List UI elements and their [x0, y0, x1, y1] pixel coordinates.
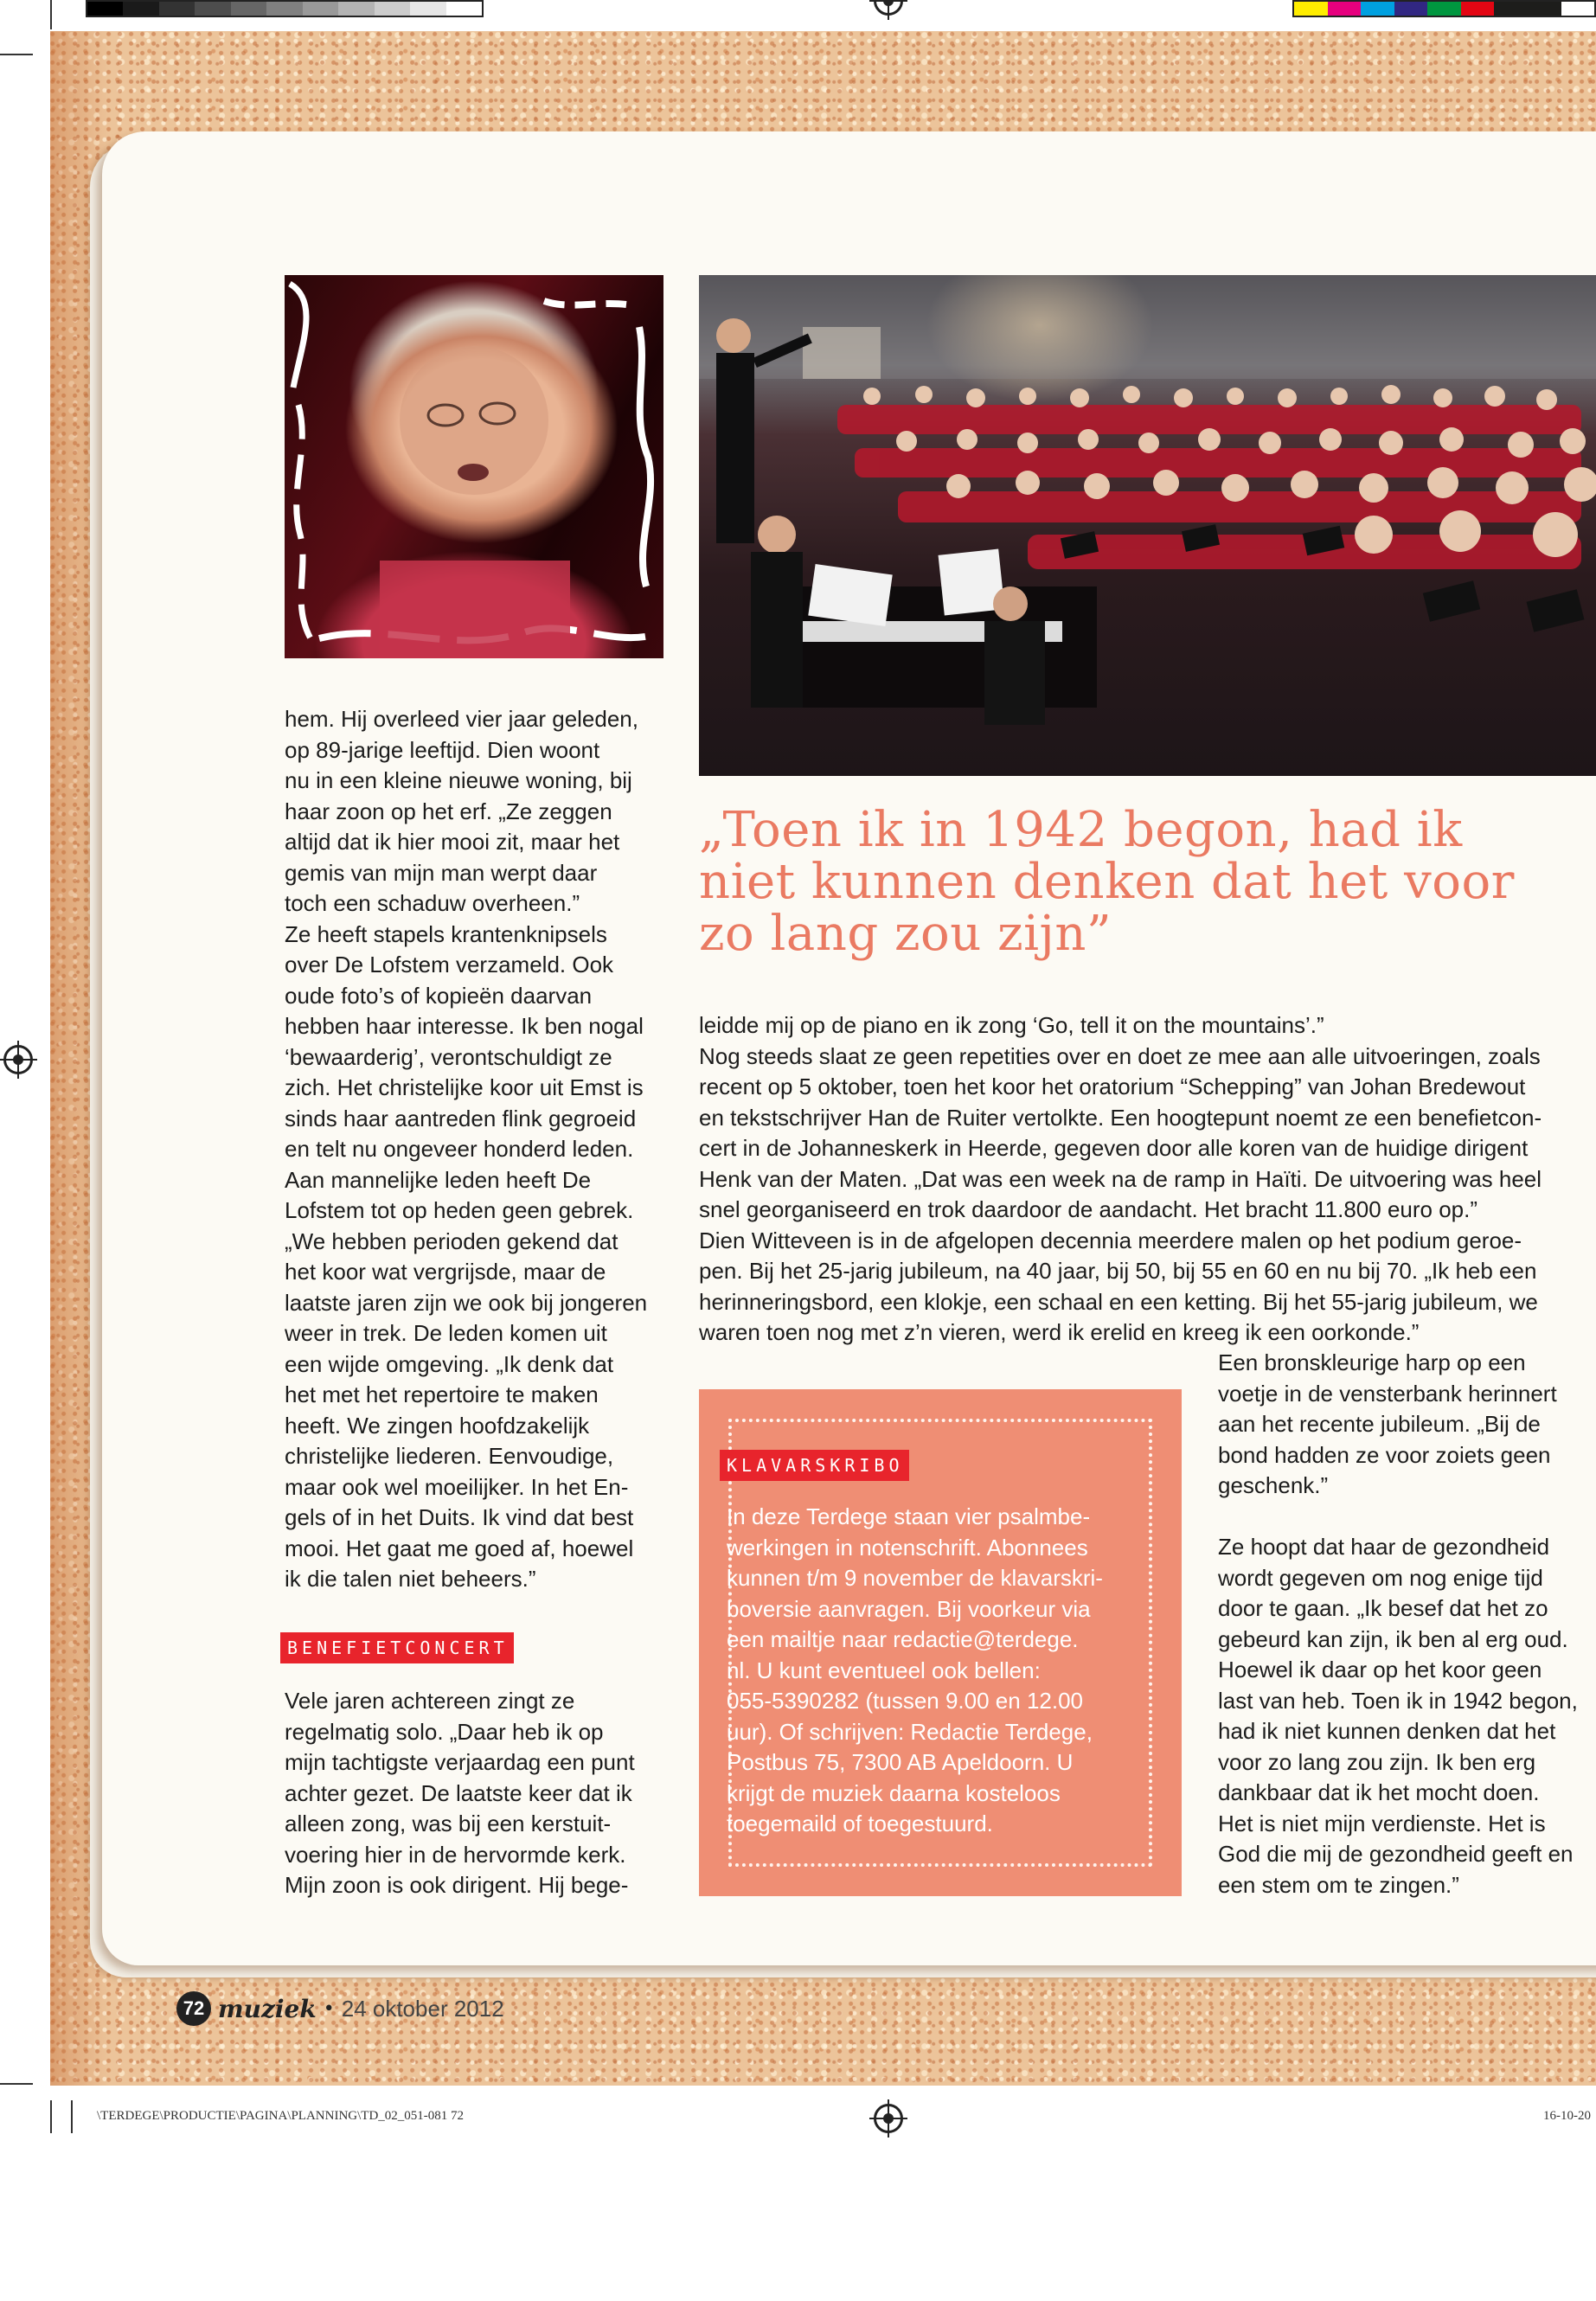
- choir-photo: [699, 275, 1596, 776]
- text-line: zich. Het christelijke koor uit Emst is: [285, 1074, 644, 1100]
- text-line: Postbus 75, 7300 AB Apeldoorn. U: [727, 1749, 1074, 1775]
- text-line: geschenk.”: [1218, 1472, 1329, 1498]
- text-line: hem. Hij overleed vier jaar geleden,: [285, 706, 638, 732]
- crop-mark: [0, 2083, 33, 2085]
- calibration-swatch: [1427, 2, 1461, 16]
- calibration-swatch: [87, 2, 123, 16]
- text-line: krijgt de muziek daarna kosteloos: [727, 1779, 1061, 1806]
- text-line: nu in een kleine nieuwe woning, bij: [285, 767, 632, 793]
- klavarskribo-text: [727, 1502, 1142, 1840]
- text-line: gemis van mijn man werpt daar: [285, 859, 598, 886]
- text-line: Het is niet mijn verdienste. Het is: [1218, 1810, 1546, 1836]
- calibration-swatch: [123, 2, 158, 16]
- text-line: regelmatig solo. „Daar heb ik op: [285, 1718, 604, 1745]
- text-line: Vele jaren achtereen zingt ze: [285, 1688, 575, 1714]
- text-line: 055-5390282 (tussen 9.00 en 12.00: [727, 1688, 1084, 1714]
- text-line: Hoewel ik daar op het koor geen: [1218, 1657, 1542, 1682]
- calibration-swatch: [266, 2, 302, 16]
- text-line: voetje in de vensterbank herinnert: [1218, 1380, 1557, 1407]
- text-line: Een bronskleurige harp op een: [1218, 1349, 1526, 1375]
- calibration-swatch: [195, 2, 230, 16]
- text-line: cert in de Johanneskerk in Heerde, gegeven door alle koren van de huidige dirigent: [699, 1135, 1529, 1161]
- text-line: Ze heeft stapels krantenknipsels: [285, 920, 607, 947]
- text-line: een stem om te zingen.”: [1218, 1871, 1459, 1898]
- text-line: ik die talen niet beheers.”: [285, 1566, 536, 1592]
- text-line: wordt gegeven om nog enige tijd: [1218, 1564, 1543, 1591]
- calibration-swatch: [1394, 2, 1428, 16]
- text-line: dankbaar dat ik het mocht doen.: [1218, 1779, 1540, 1805]
- registration-mark: [3, 1045, 33, 1074]
- calibration-swatch: [303, 2, 338, 16]
- text-line: een mailtje naar redactie@terdege.: [727, 1626, 1079, 1652]
- text-line: aan het recente jubileum. „Bij de: [1218, 1411, 1541, 1437]
- calibration-swatch: [1528, 2, 1561, 16]
- text-line: Lofstem tot op heden geen gebrek.: [285, 1197, 634, 1223]
- text-line: het koor wat vergrijsde, maar de: [285, 1259, 606, 1285]
- text-line: achter gezet. De laatste keer dat ik: [285, 1779, 632, 1806]
- calibration-swatch: [1294, 2, 1328, 16]
- choir-scene: [699, 275, 1596, 776]
- text-line: mijn tachtigste verjaardag een punt: [285, 1749, 635, 1775]
- text-line: laatste jaren zijn we ook bij jongeren: [285, 1289, 648, 1316]
- pull-quote: [699, 804, 1596, 960]
- text-line: Henk van der Maten. „Dat was een week na de ramp in Haïti. De uitvoering was heel: [699, 1165, 1542, 1192]
- calibration-swatch: [375, 2, 410, 16]
- text-line: Dien Witteveen is in de afgelopen decennia meerdere malen op het podium geroe-: [699, 1227, 1522, 1253]
- text-line: God die mij de gezondheid geeft en: [1218, 1841, 1574, 1867]
- right-column-text: [1218, 1348, 1596, 1900]
- text-line: recent op 5 oktober, toen het koor het oratorium “Schepping” van Johan Bredewout: [699, 1074, 1526, 1099]
- text-line: „We hebben perioden gekend dat: [285, 1227, 619, 1254]
- text-line: hebben haar interesse. Ik ben nogal: [285, 1013, 644, 1039]
- text-line: op 89-jarige leeftijd. Dien woont: [285, 736, 600, 763]
- crop-mark: [50, 2100, 52, 2133]
- grayscale-calibration-bar: [86, 0, 484, 17]
- subhead-label: BENEFIETCONCERT: [280, 1632, 514, 1663]
- calibration-swatch: [159, 2, 195, 16]
- text-line: over De Lofstem verzameld. Ook: [285, 952, 614, 977]
- calibration-swatch: [338, 2, 374, 16]
- text-line: Ze hoopt dat haar de gezondheid: [1218, 1534, 1550, 1560]
- text-line: toch een schaduw overheen.”: [285, 890, 580, 916]
- color-calibration-bar: [1292, 0, 1596, 17]
- text-line: herinneringsbord, een klokje, een schaal en een ketting. Bij het 55-jarig jubileum, we: [699, 1288, 1538, 1315]
- crop-mark: [0, 54, 33, 55]
- calibration-swatch: [410, 2, 445, 16]
- text-line: Mijn zoon is ook dirigent. Hij bege-: [285, 1872, 629, 1898]
- text-line: sinds haar aantreden flink gegroeid: [285, 1105, 637, 1131]
- klavarskribo-box: [699, 1389, 1182, 1896]
- calibration-swatch: [1361, 2, 1394, 16]
- text-line: voering hier in de hervormde kerk.: [285, 1841, 626, 1868]
- text-line: bond hadden ze voor zoiets geen: [1218, 1441, 1551, 1468]
- klavarskribo-heading: KLAVARSKRIBO: [720, 1450, 909, 1481]
- text-line: gebeurd kan zijn, ik ben al erg oud.: [1218, 1625, 1568, 1652]
- text-line: had ik niet kunnen denken dat het: [1218, 1718, 1556, 1744]
- text-line: snel georganiseerd en trok daardoor de aandacht. Het bracht 11.800 euro op.”: [699, 1196, 1478, 1222]
- quote-line: niet kunnen denken dat het voor: [699, 854, 1515, 910]
- calibration-swatch: [1561, 2, 1595, 16]
- page-footer: [176, 1991, 504, 2026]
- text-line: door te gaan. „Ik besef dat het zo: [1218, 1595, 1548, 1621]
- calibration-swatch: [1461, 2, 1495, 16]
- crop-mark: [50, 0, 52, 29]
- calibration-swatch: [446, 2, 482, 16]
- issue-date: 24 oktober 2012: [341, 1995, 504, 2022]
- wide-body-text: [699, 1010, 1596, 1349]
- text-line: christelijke liederen. Eenvoudige,: [285, 1443, 614, 1469]
- text-line: uur). Of schrijven: Redactie Terdege,: [727, 1718, 1093, 1745]
- footer-separator: •: [323, 1997, 335, 2020]
- print-slug-path: \TERDEGE\PRODUCTIE\PAGINA\PLANNING\TD_02_051-081 72: [97, 2109, 465, 2123]
- registration-mark: [874, 0, 903, 16]
- quote-line: „Toen ik in 1942 begon, had ik: [699, 802, 1463, 858]
- text-line: en tekstschrijver Han de Ruiter vertolkte. Een hoogtepunt noemt ze een benefietcon-: [699, 1104, 1542, 1131]
- text-line: last van heb. Toen ik in 1942 begon,: [1218, 1687, 1578, 1714]
- text-line: haar zoon op het erf. „Ze zeggen: [285, 798, 612, 824]
- text-line: In deze Terdege staan vier psalmbe-: [727, 1503, 1091, 1529]
- text-line: het met het repertoire te maken: [285, 1381, 599, 1407]
- crop-mark: [71, 2100, 73, 2133]
- text-line: voor zo lang zou zijn. Ik ben erg: [1218, 1748, 1536, 1775]
- text-line: ‘bewaarderig’, verontschuldigt ze: [285, 1043, 612, 1070]
- text-line: en telt nu ongeveer honderd leden.: [285, 1136, 634, 1162]
- text-line: kunnen t/m 9 november de klavarskri-: [727, 1565, 1103, 1591]
- text-line: [1218, 1502, 1596, 1533]
- text-line: heeft. We zingen hoofdzakelijk: [285, 1412, 590, 1439]
- text-line: waren toen nog met z’n vieren, werd ik erelid en kreeg ik een oorkonde.”: [699, 1319, 1420, 1345]
- print-slug-date: 16-10-20: [1543, 2109, 1591, 2123]
- text-line: Nog steeds slaat ze geen repetities over en doet ze mee aan alle uitvoeringen, zoals: [699, 1042, 1541, 1069]
- text-line: mooi. Het gaat me goed af, hoewel: [285, 1535, 634, 1561]
- text-line: weer in trek. De leden komen uit: [285, 1320, 607, 1346]
- portrait-photo: [285, 275, 663, 658]
- registration-mark: [874, 2104, 903, 2133]
- text-line: nl. U kunt eventueel ook bellen:: [727, 1657, 1041, 1683]
- text-line: alleen zong, was bij een kerstuit-: [285, 1811, 612, 1836]
- text-line: altijd dat ik hier mooi zit, maar het: [285, 829, 620, 855]
- calibration-swatch: [1494, 2, 1528, 16]
- left-column-text: [285, 704, 665, 1595]
- text-line: Aan mannelijke leden heeft De: [285, 1166, 592, 1193]
- text-line: pen. Bij het 25-jarig jubileum, na 40 jaar, bij 50, bij 55 en 60 en nu bij 70. „Ik heb een: [699, 1258, 1537, 1284]
- left-column-text-continued: [285, 1686, 665, 1901]
- text-line: gels of in het Duits. Ik vind dat best: [285, 1504, 634, 1530]
- quote-line: zo lang zou zijn”: [699, 906, 1112, 962]
- text-line: maar ook wel moeilijker. In het En-: [285, 1473, 629, 1500]
- text-line: werkingen in notenschrift. Abonnees: [727, 1534, 1088, 1561]
- text-line: boversie aanvragen. Bij voorkeur via: [727, 1595, 1091, 1622]
- benefietconcert-subhead: [280, 1632, 514, 1663]
- text-line: een wijde omgeving. „Ik denk dat: [285, 1350, 614, 1377]
- text-line: leidde mij op de piano en ik zong ‘Go, tell it on the mountains’.”: [699, 1012, 1324, 1038]
- calibration-swatch: [231, 2, 266, 16]
- calibration-swatch: [1328, 2, 1362, 16]
- page-number: 72: [176, 1991, 211, 2026]
- section-name: muziek: [218, 1994, 317, 2023]
- portrait-frame-decoration: [285, 275, 663, 658]
- text-line: oude foto’s of kopieën daarvan: [285, 982, 593, 1009]
- text-line: toegemaild of toegestuurd.: [727, 1811, 993, 1836]
